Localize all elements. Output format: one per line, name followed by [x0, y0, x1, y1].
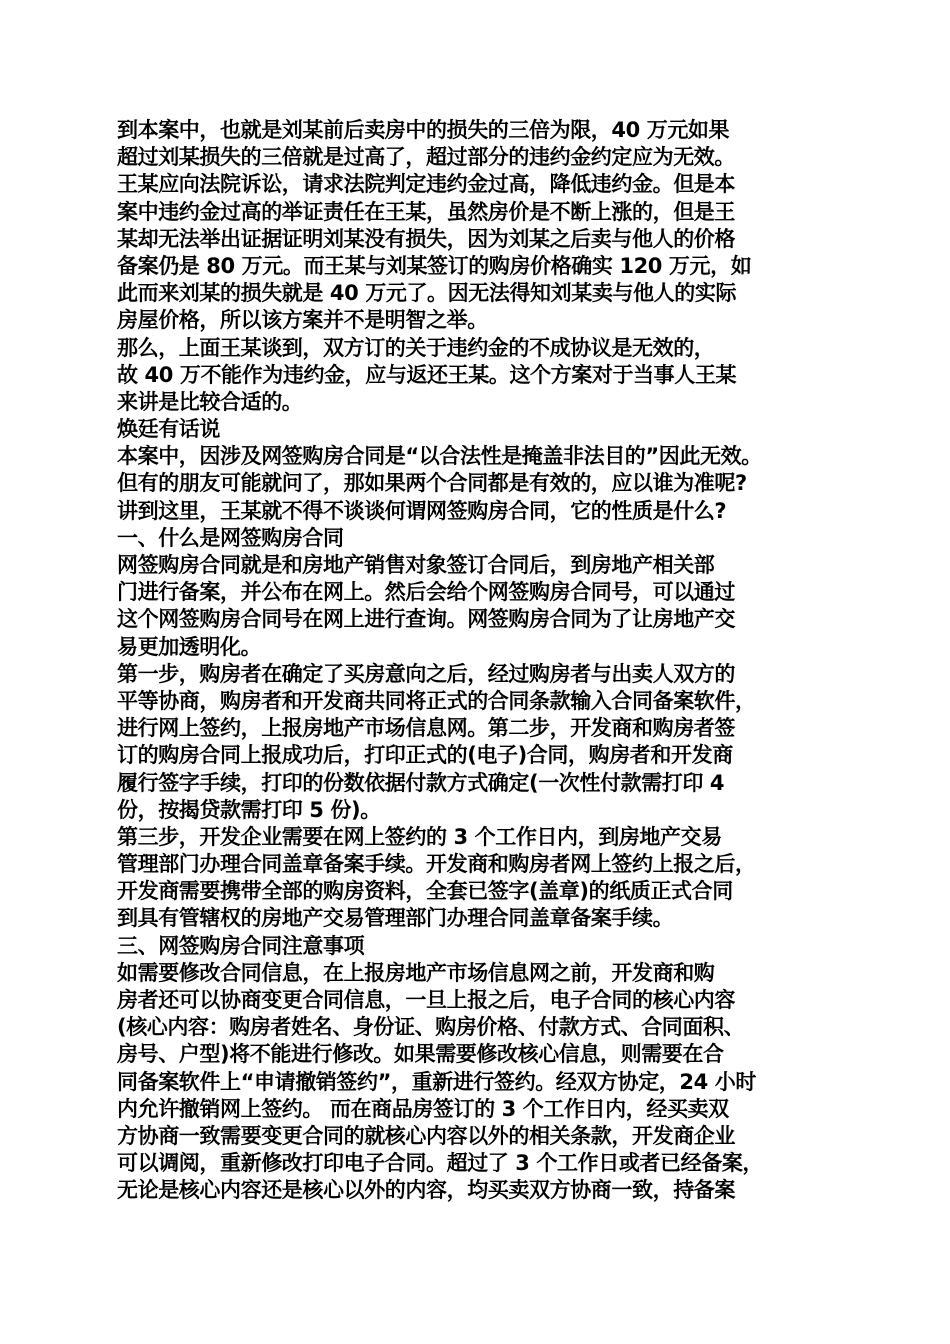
text-line: 同备案软件上“申请撤销签约”，重新进行签约。经双方协定，24 小时: [117, 1069, 756, 1094]
document-body: [117, 117, 847, 1205]
text-line: 房者还可以协商变更合同信息，一旦上报之后，电子合同的核心内容: [117, 988, 735, 1012]
text-line: 焕廷有话说: [117, 417, 220, 442]
text-line: 讲到这里，王某就不得不谈谈何谓网签购房合同，它的性质是什么?: [117, 498, 727, 523]
text-line: 履行签字手续，打印的份数依据付款方式确定(一次性付款需打印 4: [117, 770, 725, 795]
text-line: 来讲是比较合适的。: [117, 389, 303, 414]
text-line: 管理部门办理合同盖章备案手续。开发商和购房者网上签约上报之后，: [117, 852, 756, 877]
text-line: 如需要修改合同信息，在上报房地产市场信息网之前，开发商和购: [117, 960, 715, 985]
text-line: 第三步，开发企业需要在网上签约的 3 个工作日内，到房地产交易: [117, 824, 722, 849]
text-line: 平等协商，购房者和开发商共同将正式的合同条款输入合同备案软件，: [117, 688, 756, 713]
text-line: (核心内容：购房者姓名、身份证、购房价格、付款方式、合同面积、: [117, 1015, 745, 1040]
text-line: 份，按揭贷款需打印 5 份)。: [117, 797, 381, 822]
text-line: 开发商需要携带全部的购房资料，全套已签字(盖章)的纸质正式合同: [117, 879, 733, 904]
text-line: 易更加透明化。: [117, 634, 262, 659]
text-line: 本案中，因涉及网签购房合同是“以合法性是掩盖非法目的”因此无效。: [117, 444, 762, 469]
text-line: 第一步，购房者在确定了买房意向之后，经过购房者与出卖人双方的: [117, 661, 735, 686]
text-line: 一、什么是网签购房合同: [117, 525, 344, 550]
text-line: 无论是核心内容还是核心以外的内容，均买卖双方协商一致，持备案: [117, 1178, 735, 1203]
text-line: 那么，上面王某谈到，双方订的关于违约金的不成协议是无效的，: [117, 335, 715, 360]
text-line: 案中违约金过高的举证责任在王某，虽然房价是不断上涨的，但是王: [117, 199, 735, 224]
text-line: 房号、户型)将不能进行修改。如果需要修改核心信息，则需要在合: [117, 1042, 724, 1067]
text-line: 这个网签购房合同号在网上进行查询。网签购房合同为了让房地产交: [117, 607, 735, 632]
text-line: 方协商一致需要变更合同的就核心内容以外的相关条款，开发商企业: [117, 1123, 735, 1148]
text-line: 到本案中，也就是刘某前后卖房中的损失的三倍为限，40 万元如果: [117, 118, 730, 142]
text-line: 可以调阅，重新修改打印电子合同。超过了 3 个工作日或者已经备案，: [117, 1151, 764, 1176]
text-line: 房屋价格，所以该方案并不是明智之举。: [117, 308, 488, 333]
text-line: 此而来刘某的损失就是 40 万元了。因无法得知刘某卖与他人的实际: [117, 281, 737, 306]
text-line: 三、网签购房合同注意事项: [117, 933, 365, 958]
text-line: 超过刘某损失的三倍就是过高了，超过部分的违约金约定应为无效。: [117, 145, 735, 170]
text-line: 订的购房合同上报成功后，打印正式的(电子)合同，购房者和开发商: [117, 743, 733, 768]
text-line: 王某应向法院诉讼，请求法院判定违约金过高，降低违约金。但是本: [117, 172, 735, 197]
text-line: 备案仍是 80 万元。而王某与刘某签订的购房价格确实 120 万元，如: [117, 253, 752, 278]
text-line: 到具有管辖权的房地产交易管理部门办理合同盖章备案手续。: [117, 906, 674, 931]
text-line: 网签购房合同就是和房地产销售对象签订合同后，到房地产相关部: [117, 553, 715, 577]
text-line: 内允许撤销网上签约。 而在商品房签订的 3 个工作日内，经买卖双: [117, 1096, 729, 1121]
text-line: 某却无法举出证据证明刘某没有损失，因为刘某之后卖与他人的价格: [117, 226, 735, 251]
text-line: 但有的朋友可能就问了，那如果两个合同都是有效的，应以谁为准呢?: [117, 471, 747, 496]
text-line: 进行网上签约，上报房地产市场信息网。第二步，开发商和购房者签: [117, 716, 735, 741]
text-line: 故 40 万不能作为违约金，应与返还王某。这个方案对于当事人王某: [117, 362, 737, 387]
text-line: 门进行备案，并公布在网上。然后会给个网签购房合同号，可以通过: [117, 580, 735, 605]
